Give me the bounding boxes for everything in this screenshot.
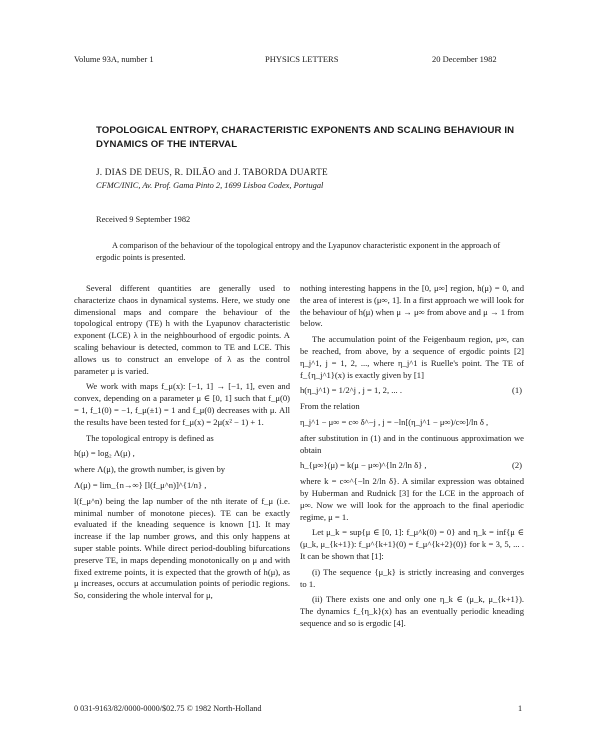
paragraph: where k = c∞^{−ln 2/ln δ}. A similar expression was obtained by Huberman and Rudnick [3] for the LCE in the approach of μ∞. Now we will look for the approach to the final aperiodic regime, μ = 1.	[300, 476, 524, 522]
equation	[74, 448, 290, 460]
journal-name: PHYSICS LETTERS	[265, 54, 339, 64]
paragraph: (ii) There exists one and only one η_k ∈ (μ_k, μ_{k+1}). The dynamics f_{η_k}(x) has an eventually periodic kneading sequence and so is ergodic [4].	[300, 594, 524, 628]
paragraph: The topological entropy is defined as	[86, 432, 214, 443]
left-column	[74, 283, 290, 606]
paragraph: Several different quantities are generally used to characterize chaos in dynamical systems. Here, we study one dimensional maps and compare the behaviour of the topological entropy (TE) h with the Lyapunov characteristic exponent (LCE) λ in the neighbourhood of ergodic points. A scaling behaviour is detected, common to TE and LCE. This allows us to construct an envelope of λ as the control parameter μ is varied.	[74, 283, 290, 376]
equation	[300, 385, 524, 397]
equation-number: (1)	[511, 385, 522, 396]
equation-text: h_{μ∞}(μ) = k(μ − μ∞)^{ln 2/ln δ} ,	[300, 460, 427, 471]
paragraph: l(f_μ^n) being the lap number of the nth iterate of f_μ (i.e. minimal number of monotone pieces). TE can be exactly evaluated if the kneading sequence is known [1]. It may increase if the lap number grows, and this only happens at super stable points. While direct period-doubling bifurcations preserve TE, in maps depending monotonically on μ and with fixed extreme points, it is expected that the growth of h(μ), as μ increases, occurs at accumulation points of periodic regions. So, considering the whole interval for μ,	[74, 495, 290, 601]
issue-date: 20 December 1982	[432, 54, 497, 64]
paragraph: The accumulation point of the Feigenbaum region, μ∞, can be reached, from above, by a sequence of ergodic points [2] η_j^1, j = 1, 2, ..., where η_j^1 is Ruelle's point. The TE of f_{η_j^1}(x) is exactly given by [1]	[300, 334, 524, 380]
equation	[300, 460, 524, 472]
equation	[300, 417, 524, 429]
received-date: Received 9 September 1982	[96, 215, 191, 224]
paragraph: nothing interesting happens in the [0, μ∞] region, h(μ) = 0, and the area of interest is (μ∞, 1]. In a first approach we will look for the behaviour of h(μ) when μ → μ∞ from above and μ → 1 from below.	[300, 283, 524, 329]
volume-label: Volume 93A, number 1	[74, 54, 154, 64]
paragraph: From the relation	[300, 401, 360, 412]
equation-text: h(μ) = log₂ Λ(μ) ,	[74, 448, 135, 459]
paragraph: Let μ_k = sup{μ ∈ [0, 1]: f_μ^k(0) = 0} and η_k = inf{μ ∈ (μ_k, μ_{k+1}): f_μ^{k+1}(0) = f_μ^{k+2}(0)} for k = 3, 5, ... . It can be shown that [1]:	[300, 527, 524, 561]
equation-text: h(η_j^1) = 1/2^j , j = 1, 2, ... .	[300, 385, 402, 396]
affiliation: CFMC/INIC, Av. Prof. Gama Pinto 2, 1699 Lisboa Codex, Portugal	[96, 181, 324, 190]
issn-line: 0 031-9163/82/0000-0000/$02.75 © 1982 North-Holland	[74, 704, 262, 713]
equation-number: (2)	[511, 460, 522, 471]
paper-title: TOPOLOGICAL ENTROPY, CHARACTERISTIC EXPONENTS AND SCALING BEHAVIOUR IN DYNAMICS OF THE INTERVAL	[96, 125, 515, 150]
equation-text: Λ(μ) = lim_{n→∞} [l(f_μ^n)]^{1/n} ,	[74, 479, 207, 490]
right-column	[300, 283, 524, 634]
page-number: 1	[518, 704, 523, 713]
paragraph: (i) The sequence {μ_k} is strictly increasing and converges to 1.	[300, 566, 524, 589]
equation-text: η_j^1 − μ∞ = c∞ δ^−j , j = −ln[(η_j^1 − μ∞)/c∞]/ln δ ,	[300, 416, 489, 427]
paragraph: after substitution in (1) and in the continuous approximation we obtain	[300, 432, 524, 455]
author-list: J. DIAS DE DEUS, R. DILÃO and J. TABORDA DUARTE	[96, 167, 328, 177]
paragraph: We work with maps f_μ(x): [−1, 1] → [−1, 1], even and convex, depending on a parameter μ ∈ [0, 1] such that f_μ(0) = 1, f_1(0) = −1, f_μ(±1) = 1 and f_μ(0) decreases with μ. All the results have been tested for f_μ(x) = 2μ(x² − 1) + 1.	[74, 381, 290, 427]
paragraph: where Λ(μ), the growth number, is given by	[74, 464, 226, 475]
abstract: A comparison of the behaviour of the topological entropy and the Lyapunov characteristic exponent in the approach of ergodic points is presented.	[96, 241, 501, 262]
equation	[74, 480, 290, 492]
